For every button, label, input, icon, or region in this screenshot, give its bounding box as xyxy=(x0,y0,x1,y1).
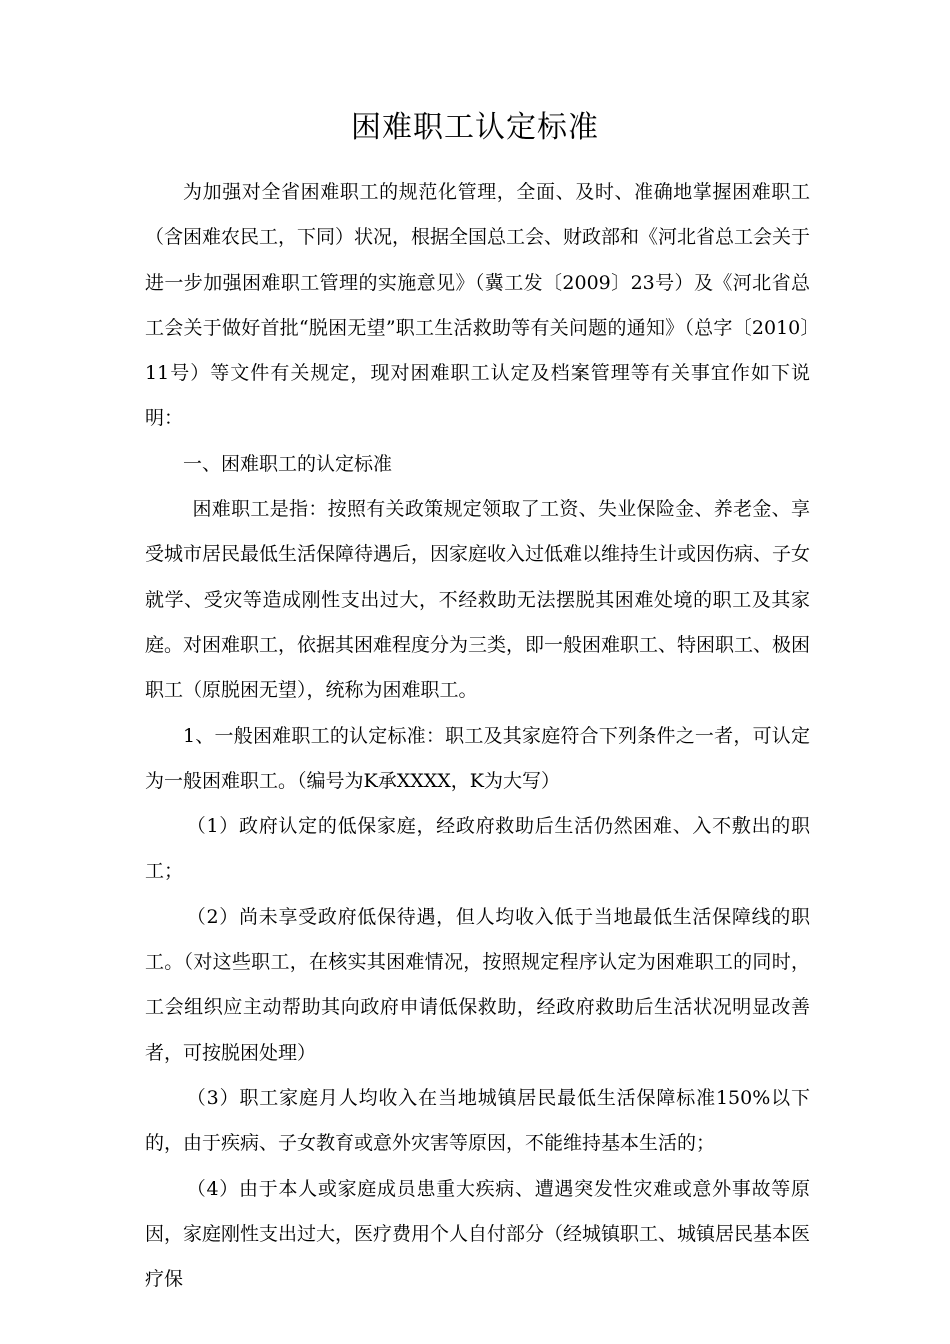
definition-paragraph: 困难职工是指：按照有关政策规定领取了工资、失业保险金、养老金、享受城市居民最低生活保障待遇后，因家庭收入过低难以维持生计或因伤病、子女就学、受灾等造成刚性支出过大，不经救助无法摆脱其困难处境的职工及其家庭。对困难职工，依据其困难程度分为三类，即一般困难职工、特困职工、极困职工（原脱困无望），统称为困难职工。 xyxy=(145,498,811,702)
document-title: 困难职工认定标准 xyxy=(351,110,599,145)
section-heading: 一、困难职工的认定标准 xyxy=(183,452,393,475)
document-body xyxy=(145,170,810,1302)
criteria-paragraph: 1、一般困难职工的认定标准：职工及其家庭符合下列条件之一者，可认定为一般困难职工。（编号为K承XXXX，K为大写） xyxy=(145,724,810,792)
intro-paragraph: 为加强对全省困难职工的规范化管理，全面、及时、准确地掌握困难职工（含困难农民工，下同）状况，根据全国总工会、财政部和《河北省总工会关于进一步加强困难职工管理的实施意见》（冀工发〔2009〕23号）及《河北省总工会关于做好首批“脱困无望”职工生活救助等有关问题的通知》（总字〔2010〕11号）等文件有关规定，现对困难职工认定及档案管理等有关事宜作如下说明： xyxy=(145,181,811,430)
criteria-item-3: （3）职工家庭月人均收入在当地城镇居民最低生活保障标准150%以下的，由于疾病、子女教育或意外灾害等原因，不能维持基本生活的； xyxy=(145,1086,810,1155)
criteria-item-2: （2）尚未享受政府低保待遇，但人均收入低于当地最低生活保障线的职工。（对这些职工，在核实其困难情况，按照规定程序认定为困难职工的同时，工会组织应主动帮助其向政府申请低保救助，经政府救助后生活状况明显改善者，可按脱困处理） xyxy=(145,905,810,1064)
criteria-item-4: （4）由于本人或家庭成员患重大疾病、遭遇突发性灾难或意外事故等原因，家庭刚性支出过大，医疗费用个人自付部分（经城镇职工、城镇居民基本医疗保 xyxy=(145,1177,811,1291)
criteria-item-1: （1）政府认定的低保家庭，经政府救助后生活仍然困难、入不敷出的职工； xyxy=(145,815,810,883)
